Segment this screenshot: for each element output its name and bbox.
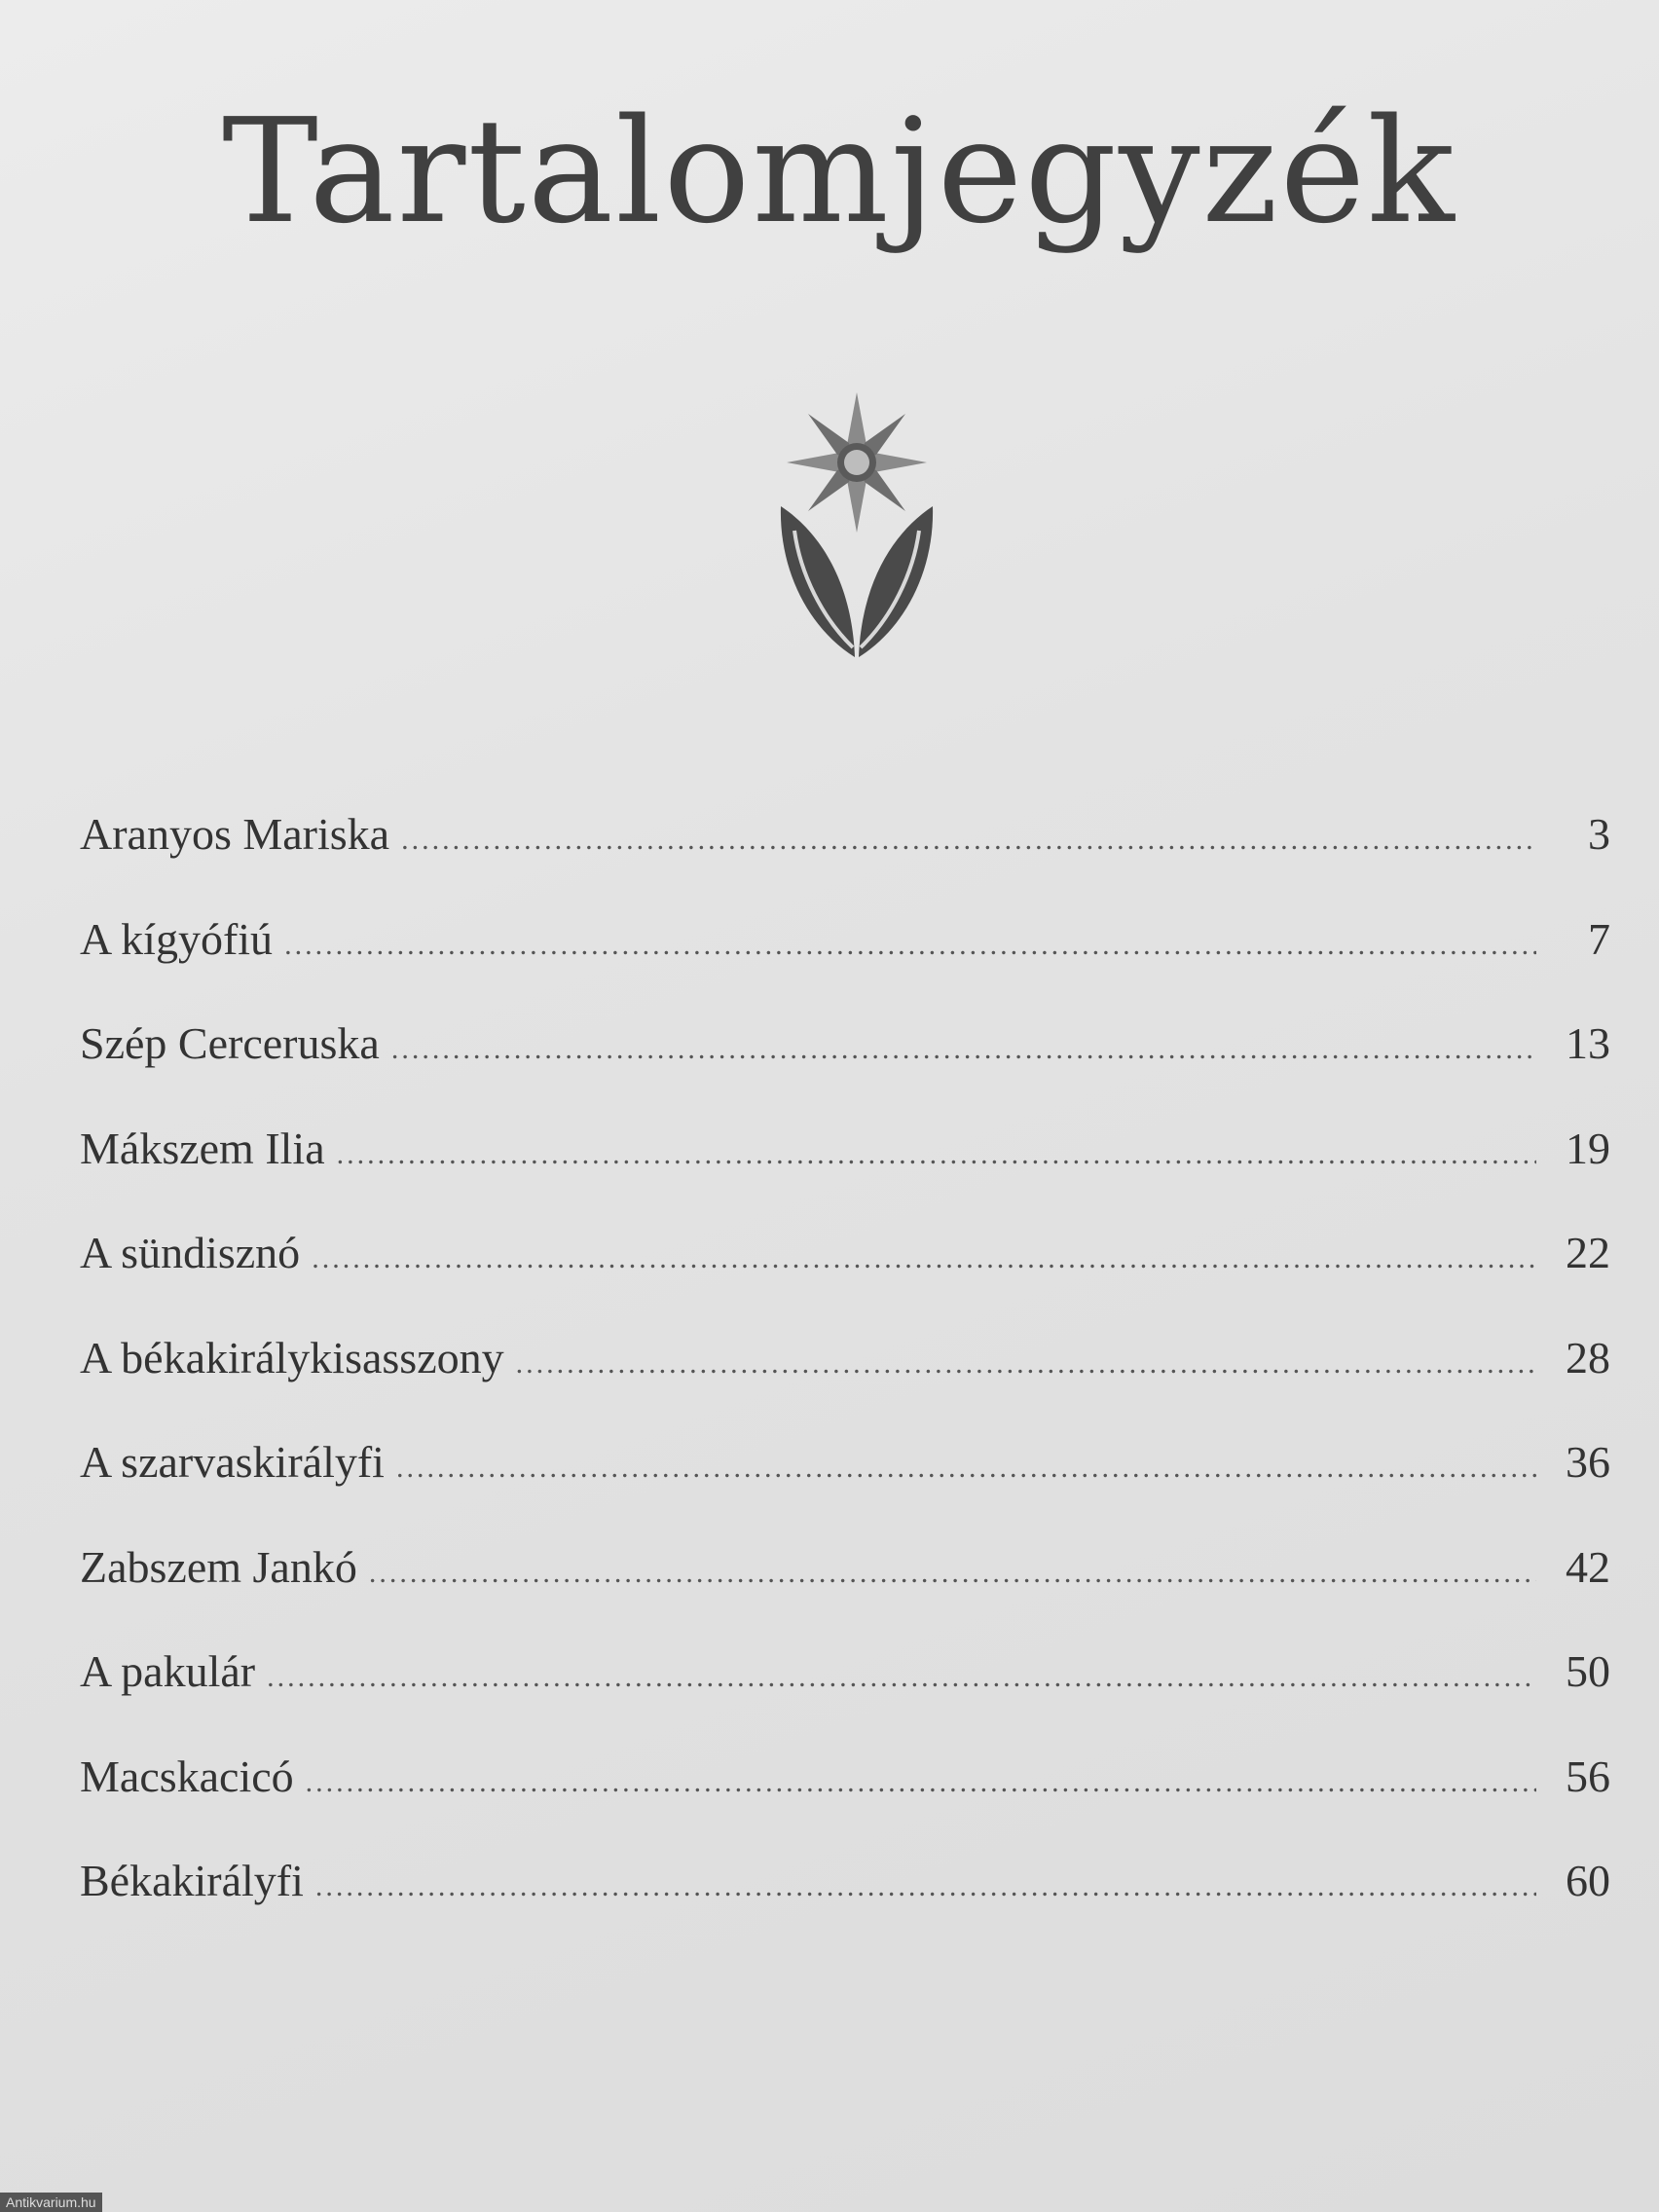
- toc-item[interactable]: [80, 1855, 1610, 1960]
- page-title: Tartalomjegyzék: [222, 88, 1456, 255]
- toc-item[interactable]: [80, 1436, 1610, 1541]
- toc-item[interactable]: [80, 1017, 1610, 1123]
- toc-item-title: Macskacicó: [80, 1751, 294, 1801]
- toc-item-page: 60: [1566, 1856, 1610, 1905]
- watermark: Antikvarium.hu: [0, 2193, 102, 2212]
- dot-leader: [337, 1138, 1536, 1171]
- toc-item-page: 36: [1566, 1437, 1610, 1487]
- toc-item-title: Mákszem Ilia: [80, 1123, 325, 1173]
- dot-leader: [516, 1347, 1536, 1381]
- toc-item-title: Zabszem Jankó: [80, 1541, 357, 1592]
- toc-item-page: 42: [1566, 1541, 1610, 1592]
- toc-item-page: 19: [1566, 1123, 1610, 1173]
- dot-leader: [306, 1766, 1536, 1799]
- table-of-contents: [80, 808, 1610, 1960]
- toc-item-page: 22: [1566, 1228, 1610, 1277]
- tulip-flower-icon: [769, 385, 944, 667]
- toc-item-title: A sündisznó: [80, 1228, 301, 1277]
- toc-item-title: A kígyófiú: [80, 913, 274, 964]
- toc-item-title: Szép Cerceruska: [80, 1018, 380, 1068]
- toc-item-page: 3: [1588, 809, 1610, 859]
- toc-item[interactable]: [80, 1227, 1610, 1332]
- toc-item[interactable]: [80, 913, 1610, 1018]
- dot-leader: [267, 1661, 1536, 1694]
- toc-item[interactable]: [80, 1751, 1610, 1856]
- toc-item-title: A pakulár: [80, 1646, 256, 1696]
- toc-item[interactable]: [80, 1123, 1610, 1228]
- dot-leader: [312, 1242, 1536, 1275]
- toc-item-title: A szarvaskirályfi: [80, 1437, 385, 1487]
- toc-item-page: 7: [1588, 913, 1610, 964]
- toc-item[interactable]: [80, 808, 1610, 913]
- toc-item-page: 13: [1566, 1018, 1610, 1068]
- toc-item-title: Aranyos Mariska: [80, 809, 390, 859]
- toc-item-title: Békakirályfi: [80, 1856, 304, 1905]
- toc-item[interactable]: [80, 1645, 1610, 1751]
- dot-leader: [369, 1557, 1536, 1590]
- toc-item-page: 50: [1566, 1646, 1610, 1696]
- dot-leader: [396, 1452, 1536, 1485]
- toc-item-page: 56: [1566, 1751, 1610, 1801]
- dot-leader: [315, 1870, 1536, 1903]
- dot-leader: [401, 824, 1536, 857]
- toc-item[interactable]: [80, 1332, 1610, 1437]
- dot-leader: [391, 1033, 1536, 1066]
- dot-leader: [284, 929, 1536, 962]
- toc-item-page: 28: [1566, 1332, 1610, 1382]
- toc-item-title: A békakirálykisasszony: [80, 1332, 504, 1382]
- toc-item[interactable]: [80, 1541, 1610, 1646]
